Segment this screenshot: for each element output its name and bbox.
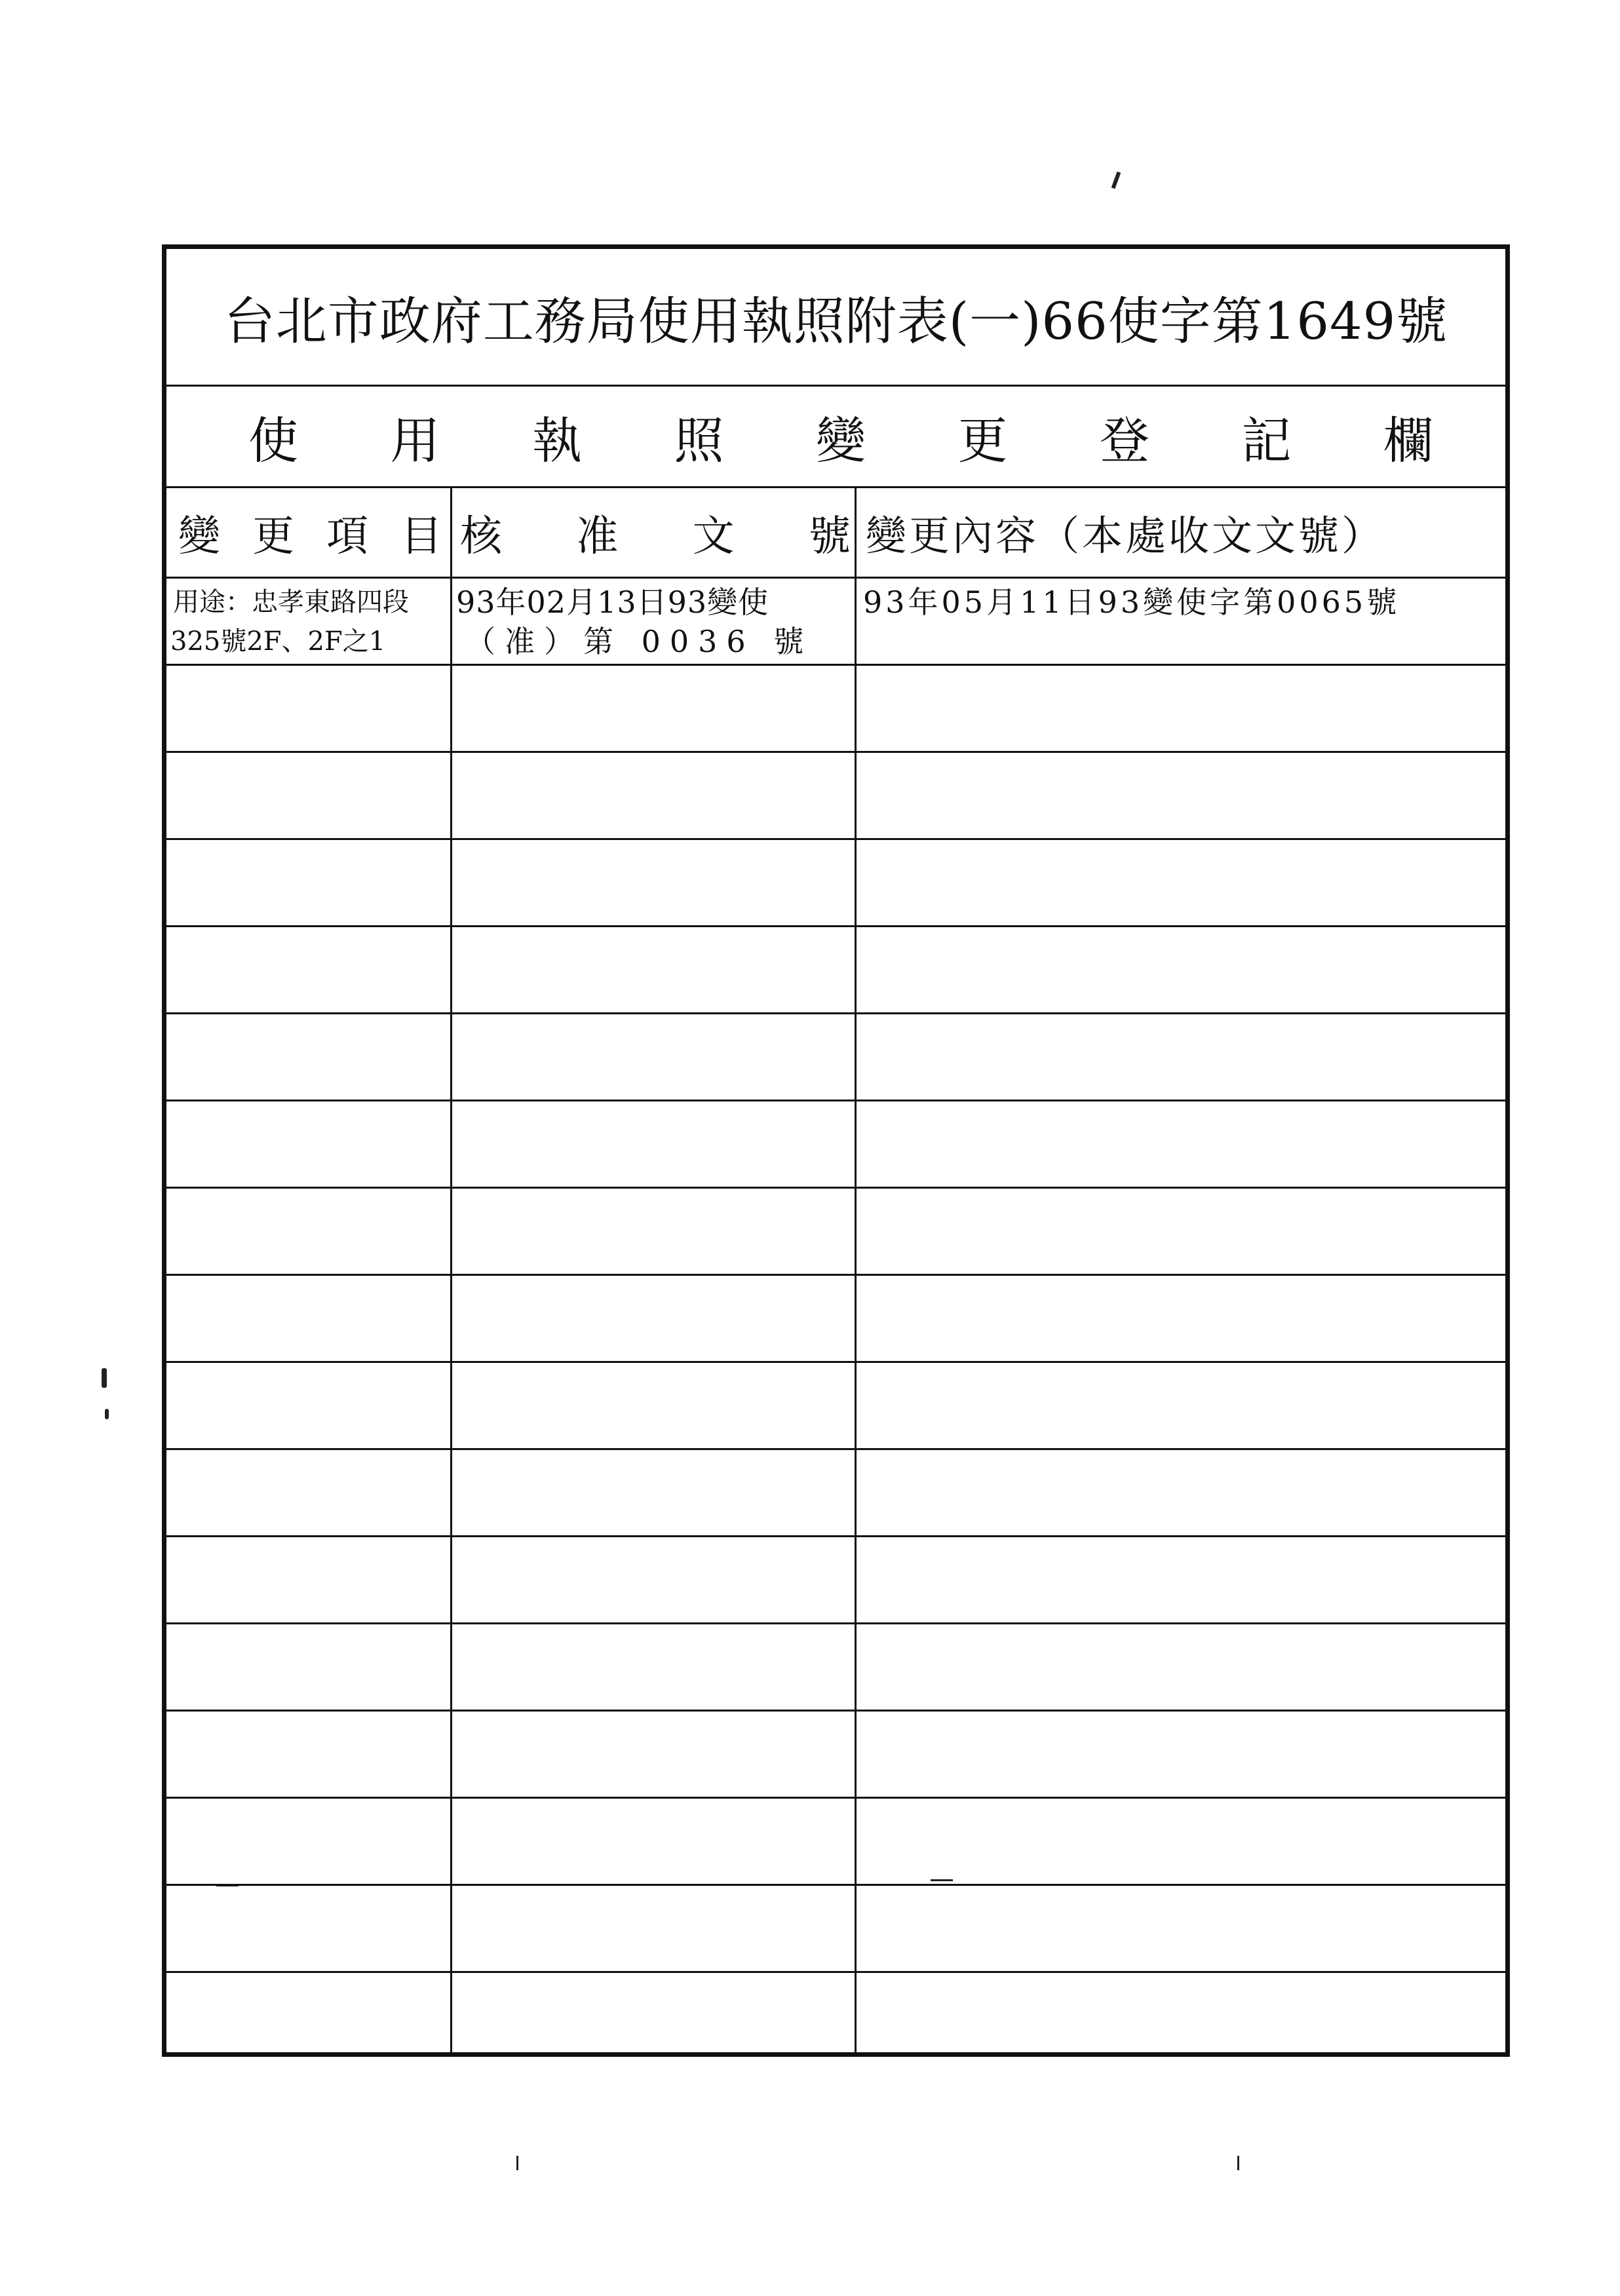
entry-approval-line: 93年02月13日93變使: [456, 584, 769, 620]
section-subtitle: [166, 387, 1505, 488]
entry-approval-line: （准）第 0036 號: [465, 624, 813, 659]
subtitle-char: 更: [957, 411, 1008, 470]
row-divider: [166, 1361, 1505, 1363]
row-divider: [166, 925, 1505, 927]
scan-mark: [102, 1368, 107, 1388]
document-title: 台北市政府工務局使用執照附表(一)66使字第1649號: [166, 249, 1505, 387]
header-char: 號: [808, 512, 851, 561]
header-char: 目: [400, 512, 442, 561]
entry-item-line: 325號2F、2F之1: [170, 626, 386, 657]
subtitle-char: 用: [390, 411, 440, 470]
subtitle-char: 登: [1100, 411, 1149, 470]
row-divider: [166, 1100, 1505, 1101]
scan-mark: [1237, 2156, 1239, 2170]
subtitle-char: 記: [1241, 411, 1292, 470]
entry-item-line: 用途：忠孝東路四段: [173, 587, 409, 617]
row-divider: [166, 1535, 1505, 1537]
entry-approval-number: [452, 579, 855, 664]
entry-change-content: [857, 579, 1505, 664]
subtitle-char: 欄: [1383, 411, 1433, 470]
subtitle-char: 使: [248, 411, 298, 470]
entry-change-item: [166, 579, 450, 664]
entry-content-line: 93年05月11日93變使字第0065號: [863, 584, 1400, 620]
header-char: 項: [326, 512, 368, 561]
scan-mark: [516, 2156, 518, 2170]
header-char: 變: [178, 512, 220, 561]
row-divider: [166, 1710, 1505, 1712]
row-divider: [166, 1274, 1505, 1276]
row-divider: [166, 1884, 1505, 1886]
row-divider: [166, 664, 1505, 666]
row-divider: [166, 751, 1505, 753]
header-char: 更: [252, 512, 294, 561]
header-change-item: [166, 488, 450, 577]
row-divider: [166, 1971, 1505, 1973]
row-divider: [166, 1797, 1505, 1799]
subtitle-char: 變: [816, 411, 866, 470]
column-divider: [450, 488, 452, 2052]
header-char: 准: [576, 512, 619, 561]
row-divider: [166, 1622, 1505, 1624]
row-divider: [166, 1012, 1505, 1014]
scan-mark: [1111, 172, 1121, 189]
header-char: 核: [460, 512, 502, 561]
subtitle-char: 照: [674, 411, 724, 470]
row-divider: [166, 838, 1505, 840]
row-divider: [166, 1448, 1505, 1450]
header-change-content: 變更內容（本處收文文號）: [866, 512, 1385, 560]
scan-mark: [105, 1409, 109, 1419]
row-divider: [166, 1187, 1505, 1189]
header-char: 文: [692, 512, 735, 561]
change-registration-table: [162, 244, 1510, 2057]
subtitle-char: 執: [532, 411, 582, 470]
header-approval-number: [452, 488, 855, 577]
column-divider: [855, 488, 857, 2052]
